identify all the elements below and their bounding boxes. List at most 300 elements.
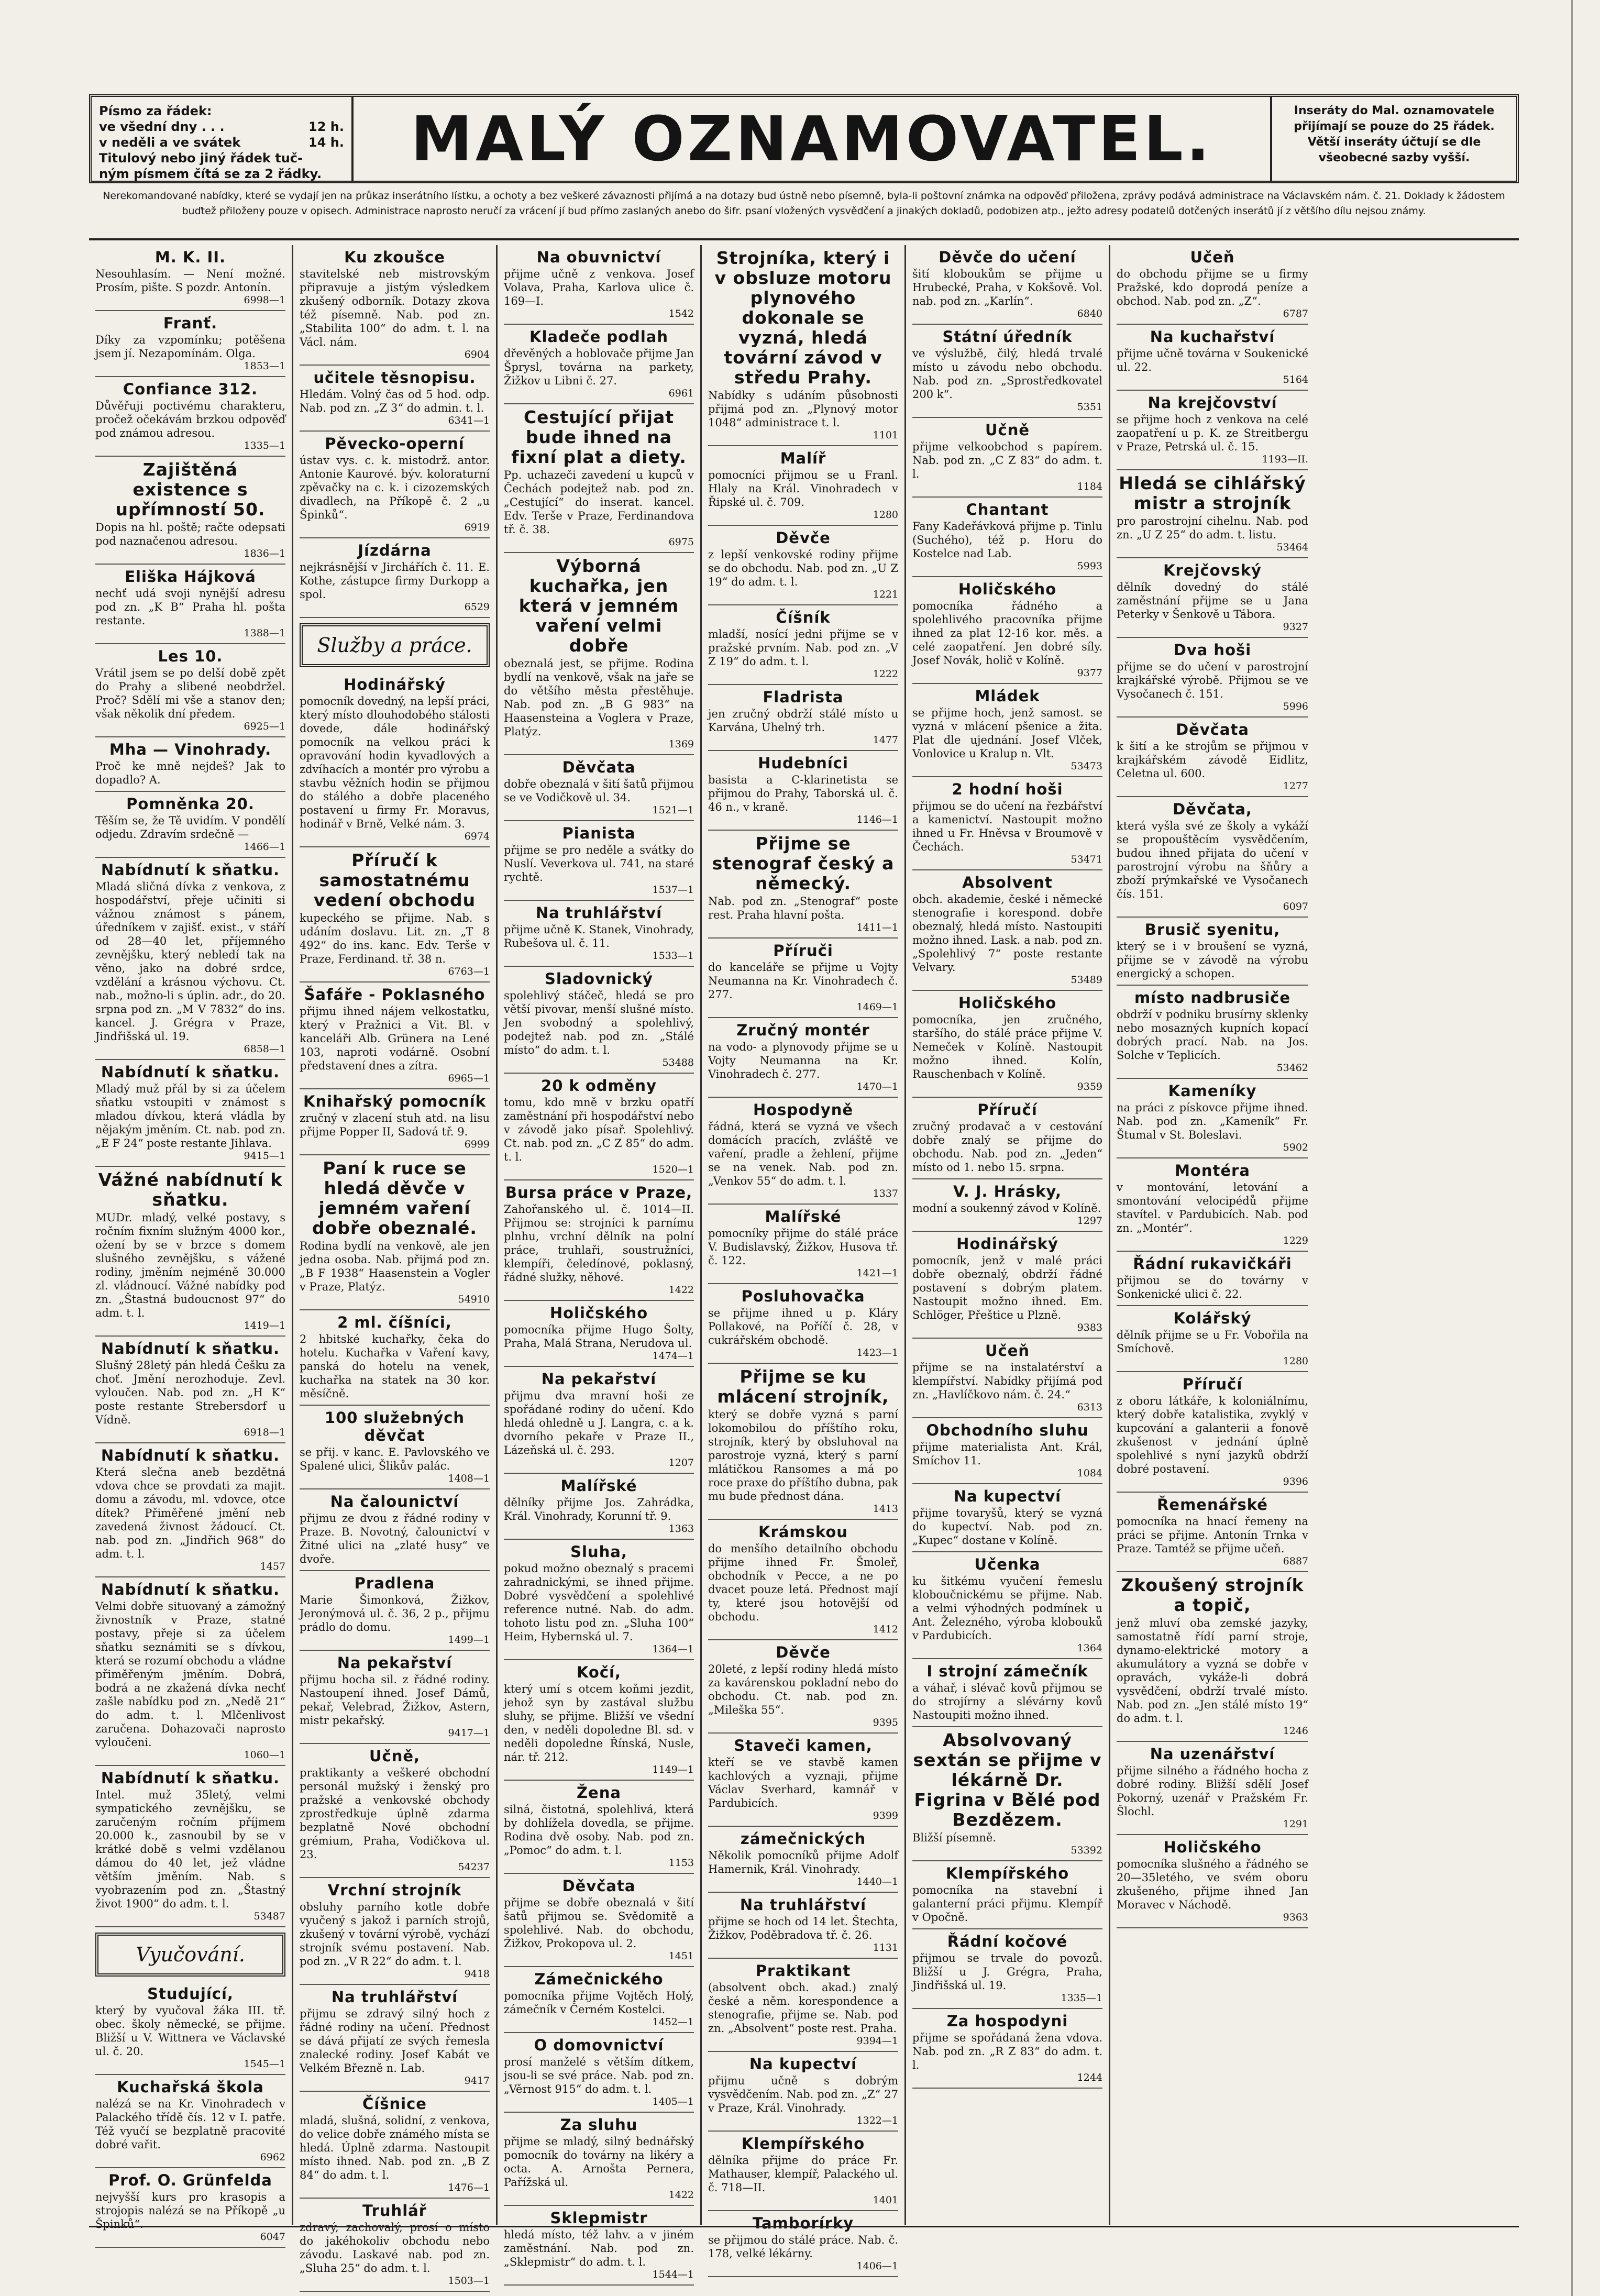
ad-title: Studující, (147, 1985, 234, 2003)
ad-code: 1422 (668, 2189, 694, 2201)
classified-ad (912, 1098, 1102, 1179)
classified-ad (708, 1284, 898, 1364)
ad-text: který se dobře vyzná s parní lokomobilou do příštího roku, strojník, který by obsluhoval na parostroje vyzná, který s parní mlátičkou Ransomes a má po roce praxe do příštího dubna, pak mu bude přednost dána. (708, 1408, 898, 1503)
classified-ad (95, 1167, 285, 1337)
ad-text: zručný v zlacení stuh atd. na lisu přijme Popper II, Sadová tř. 9. (300, 1112, 490, 1138)
ad-text: pomocníka přijme Hugo Šolty, Praha, Malá Strana, Nerudova ul. (504, 1323, 694, 1350)
ad-title: Příručí k samostatnému vedení obchodu (313, 850, 476, 910)
ad-title: Holičského (549, 1304, 648, 1322)
ad-text: nejvyšší kurs pro krasopis a strojopis nalézá se na Příkopě „u Špinků“. (95, 2191, 285, 2231)
classified-ad (504, 967, 694, 1074)
classified-ad (912, 777, 1102, 870)
ad-code: 1476—1 (448, 2182, 490, 2193)
ad-text: přijme učně K. Stanek, Vinohrady, Rubešova ul. č. 11. (504, 923, 694, 950)
ad-title: Les 10. (158, 647, 223, 665)
ad-text: přijme se mladý, silný bednářský pomocník do továrny na likéry a octa. A. Arnošta Pernera, Pařížská ul. (504, 2135, 694, 2189)
ad-text: mladá, slušná, solidní, z venkova, do velice dobře známého místa se hledá. Úplně zdarma. Nastoupit místo ihned. Nab. pod zn. „B Z 84“ do adm. t. l. (300, 2114, 490, 2181)
ad-text: dřevěných a hoblovače přijme Jan Šprysl, továrna na parkety, Žižkov u Libni č. 27. (504, 347, 694, 387)
ad-code: 1229 (1283, 1235, 1308, 1246)
ad-title: Kuchařská škola (117, 2078, 264, 2096)
ad-title: Děvče do učení (939, 248, 1076, 266)
ad-text: Těším se, že Tě uvidím. V pondělí odjedu. Zdravím srdečně — (95, 814, 285, 841)
ad-text: Bližší písemně. (912, 1831, 997, 1844)
ad-title: místo nadbrusiče (1134, 989, 1291, 1007)
ad-title: Zručný montér (736, 1021, 870, 1039)
classified-ad (504, 404, 694, 553)
ad-title: Děvčata (1176, 721, 1249, 738)
ad-title: Příruči (773, 942, 833, 959)
classified-ad (1117, 1252, 1308, 1306)
ad-title: Učeň (985, 1342, 1030, 1360)
ad-code: 1131 (873, 1942, 898, 1953)
classified-ad (300, 1744, 490, 1878)
ad-text: se přijme ihned u p. Kláry Pollakové, na Poříčí č. 28, v cukrářském obchodě. (708, 1307, 898, 1346)
ad-code: 1836—1 (244, 548, 285, 559)
ad-text: přijmu ihned nájem velkostatku, který v Pražnici a Vit. Bl. v kanceláři Alb. Grünera na Lené 103, naproti vodárně. Osobní představení dnes a zítra. (300, 1005, 490, 1072)
classified-ad (504, 2113, 694, 2206)
ad-text: přijme učně továrna v Soukenické ul. 22. (1117, 347, 1308, 373)
ad-title: 20 k odměny (541, 1077, 657, 1095)
ad-title: Na kupectví (953, 1487, 1062, 1505)
classified-ad (95, 2075, 285, 2168)
ad-title: I strojní zámečník (926, 1662, 1088, 1680)
ad-code: 1419—1 (244, 1320, 285, 1331)
newspaper-page (79, 79, 1529, 2287)
ad-title: Zajištěná existence s upřímností 50. (115, 459, 266, 520)
ad-code: 6787 (1283, 308, 1308, 319)
classified-ad (95, 1060, 285, 1167)
classified-ad (95, 1577, 285, 1766)
ad-code: 1060—1 (244, 1749, 285, 1761)
classified-ad (1117, 1372, 1308, 1493)
ad-title: Krejčovský (1163, 561, 1262, 579)
ad-text: pomocníka na hnací řemeny na práci se přijme. Antonín Trnka v Praze. Tamtéž se přijme učeň. (1117, 1515, 1308, 1555)
classified-ad (1117, 718, 1308, 797)
ad-text: zručný prodavač a v cestování dobře znalý se přijme do obchodu. Nab. pod zn. „Jeden“ místo od 1. nebo 15. srpna. (912, 1120, 1102, 1174)
ad-text: přijmou se do učení na řezbářství a kamenictví. Nastoupit možno ihned u Fr. Hněvsa v Broumově v Čechách. (912, 800, 1102, 853)
ad-code: 1477 (873, 734, 898, 746)
ad-text: z oboru látkáře, k koloniálnímu, který dobře katalistika, zvyklý v kupcování a galanterii a fonově zkušenost v jednání úplně spolehlivé s nyní jazyků obdrží dobré postavení. (1117, 1395, 1308, 1475)
ad-title: Číšník (776, 609, 831, 626)
ad-text: řádná, která se vyzná ve všech domácích pracích, zvláště ve vaření, pradle a žehlení, přijme se na venek. Nab. pod zn. „Venkov 55“ do adm. t. l. (708, 1120, 898, 1187)
ad-code: 1363 (668, 1523, 694, 1535)
ad-title: Na pekařství (541, 1370, 657, 1388)
ad-code: 9327 (1283, 621, 1308, 633)
masthead (89, 94, 1519, 183)
classified-ad (300, 366, 490, 432)
ad-text: v montování, letování a smontování velocipédů přijme stavítel. v Pardubicích. Nab. pod zn. „Montér“. (1117, 1181, 1308, 1234)
ad-text: nechť udá svoji nynější adresu pod zn. „K B“ Praha hl. pošta restante. (95, 587, 285, 627)
classified-ad (95, 1443, 285, 1577)
classified-ad (504, 2206, 694, 2286)
ad-text: přijmu hocha sil. z řádné rodiny. Nastoupení ihned. Josef Dámů, pekař, Velebrad, Žižkov, Astern, mistr pekařský. (300, 1673, 490, 1727)
classified-ad (708, 939, 898, 1018)
ad-code: 1146—1 (856, 814, 898, 825)
ad-title: Na uzenářství (1150, 1745, 1275, 1763)
column-2 (293, 245, 498, 2287)
ad-code: 6962 (260, 2151, 285, 2163)
ad-code: 1470—1 (856, 1081, 898, 1092)
ad-text: pokud možno obeznalý s pracemi zahradnickými, se ihned přijme. Dobré vysvědčení a spolehlivé reference nutné. Nab. do adm. tohoto listu pod zn. „Sluha 100“ Heim, Hybernská ul. 7. (504, 1562, 694, 1643)
ad-code: 53471 (1071, 854, 1102, 865)
classified-ad (708, 1893, 898, 1959)
classified-ad (1117, 1079, 1308, 1158)
classified-ad (708, 831, 898, 939)
ad-title: Učeň (1190, 248, 1235, 266)
classified-ad (1117, 986, 1308, 1079)
ad-title: Mha — Vinohrady. (109, 741, 272, 758)
ad-title: Řádní kočové (947, 1933, 1068, 1950)
classified-ad (1117, 470, 1308, 558)
ad-text: přijme tovaryšů, který se vyzná do kupectví. Nab. pod zn. „Kupec“ dostane v Kolíně. (912, 1507, 1102, 1547)
ad-code: 6974 (464, 831, 490, 842)
ad-title: Vrchní strojník (327, 1881, 462, 1899)
classified-ad (1117, 325, 1308, 391)
ad-text: nalézá se na Kr. Vinohradech v Palackého třídě čís. 12 v I. patře. Též vyučí se bezplatně pracovité dobré vařit. (95, 2098, 285, 2151)
classified-ad (95, 1766, 285, 1927)
ad-title: Číšnice (362, 2095, 427, 2113)
ad-code: 1457 (260, 1561, 285, 1572)
ad-code: 1101 (873, 429, 898, 441)
classified-ad (708, 1640, 898, 1734)
ad-title: Kočí, (576, 1663, 622, 1681)
column-4 (702, 245, 906, 2272)
ad-code: 9415—1 (244, 1150, 285, 1162)
ad-text: přijme materialista Ant. Král, Smíchov 11. (912, 1441, 1102, 1467)
classified-ad (504, 1660, 694, 1781)
ad-title: M. K. II. (155, 248, 226, 266)
classified-ad (300, 1089, 490, 1155)
ad-text: pomocník dovedný, na lepší práci, který místo dlouhodobého stálosti dovede, dále hodinářský pomocník na velkou práci k opravování hodin kyvadlových a zdvíhacích a montér pro výrobu a stavbu věžních hodin se přijmou do stálého a dobře placeného postavení u firmy Fr. Moravus, hodinář v Brně, Velké nám. 3. (300, 695, 490, 830)
ad-text: hledá místo, též lahv. a v jiném zaměstnání. Nab. pod zn. „Sklepmistr“ do adm. t. l. (504, 2228, 694, 2268)
ad-code: 53473 (1071, 760, 1102, 772)
ad-text: ústav vys. c. k. mistodrž. antor. Antonie Kaurové. býv. koloraturní zpěvačky na c. k. i cizozemských divadlech, na Příkopě č. 2 „u Špinků“. (300, 454, 490, 521)
ad-title: Na pekařství (337, 1654, 453, 1672)
ad-text: Hledám. Volný čas od 5 hod. odp. Nab. pod zn. „Z 3“ do admin. t. l. (300, 388, 490, 414)
ad-text: jen zručný obdrží stálé místo u Karvána, Uhelný trh. (708, 708, 898, 734)
classified-ad (95, 1982, 285, 2075)
ad-text: spolehlivý stáčeč, hledá se pro větší pivovar, menší slušné místo. Jen svobodný a spolehlivý, podejtež nab. pod zn. „Stálé místo“ do adm. t. l. (504, 989, 694, 1056)
price-line: ným písmem čítá se za 2 řádky. (99, 167, 322, 181)
ad-text: Pp. uchazeči zavedení u kupců v Čechách podejtež nab. pod zn. „Cestující“ do inserat. kancel. Edv. Terše v Praze, Ferdinandova tř. č. 38. (504, 469, 694, 536)
ad-code: 6097 (1283, 901, 1308, 912)
ad-title: Na krejčovství (1147, 394, 1277, 412)
classified-ad (1117, 558, 1308, 638)
classified-ad (300, 1489, 490, 1571)
ad-code: 9394—1 (856, 2035, 898, 2047)
classified-ad (912, 1861, 1102, 1929)
ad-code: 1520—1 (652, 1164, 694, 1175)
ad-text: dělník dovedný do stálé zaměstnání přijme se u Jana Peterky v Šenkově u Tábora. (1117, 581, 1308, 621)
ad-text: dělník přijme se u Fr. Vobořila na Smíchově. (1117, 1329, 1308, 1355)
ad-code: 1207 (668, 1457, 694, 1469)
ad-title: Kameníky (1168, 1082, 1257, 1100)
ad-code: 1221 (873, 589, 898, 600)
ad-code: 9377 (1077, 667, 1102, 679)
ad-text: Několik pomocníků přijme Adolf Hamernik, Král. Vinohrady. (708, 1849, 898, 1875)
ad-title: Montéra (1175, 1162, 1250, 1179)
ad-title: Za hospodyni (946, 2012, 1068, 2030)
ad-title: Malířské (560, 1477, 637, 1495)
ad-title: Příručí (977, 1101, 1038, 1119)
ad-title: Fladrista (763, 688, 844, 706)
ad-text: Nabídky s udáním působnosti přijmá pod zn. „Plynový motor 1048“ administrace t. l. (708, 389, 898, 429)
ad-code: 6313 (1077, 1401, 1102, 1413)
page-edge-line (1571, 0, 1573, 2296)
ad-title: Děvčata, (1173, 800, 1252, 818)
classified-ad (708, 2211, 898, 2277)
ad-title: O domovnictví (534, 2036, 664, 2054)
column-6 (1110, 245, 1315, 2225)
ad-title: Přijme se ku mlácení strojník, (717, 1366, 889, 1407)
ad-title: Malíř (780, 449, 826, 467)
ad-text: nejkrásnější v Jirchářích č. 11. E. Kothe, zástupce firmy Durkopp a spol. (300, 561, 490, 601)
classified-ad (912, 1339, 1102, 1418)
classified-ad (504, 2033, 694, 2113)
ad-text: který by vyučoval žáka III. tř. obec. školy německé, se přijme. Bližší u V. Wittnera ve Václavské ul. č. 20. (95, 2004, 285, 2058)
ad-text: přijme se na instalatérství a klempířství. Nabídky přijímá pod zn. „Havlíčkovo nám. č. 24.“ (912, 1361, 1102, 1401)
ad-text: obch. akademie, české i německé stenografie i korespond. dobře obeznalý, hledá místo. Nastoupiti možno ihned. Lask. a nab. pod zn. „Spolehlivý 7“ poste restante Velvary. (912, 893, 1102, 974)
ad-code: 1422 (668, 1284, 694, 1296)
price-line: ve všední dny . . . 12 h. (99, 119, 344, 134)
ad-text: Dopis na hl. poště; račte odepsati pod naznačenou adresou. (95, 521, 285, 547)
classified-ad (912, 325, 1102, 418)
ad-text: přijme se hoch od 14 let. Štechta, Žižkov, Poděbradova tř. č. 26. (708, 1915, 898, 1941)
classified-ad (95, 245, 285, 311)
ad-code: 53487 (253, 1911, 285, 1922)
ad-code: 53392 (1071, 1845, 1102, 1856)
classified-ad (95, 1337, 285, 1443)
ad-text: obeznalá jest, se přijme. Rodina bydlí na venkově, však na jaře se do většího města přestěhuje. Nab. pod zn. „B G 983“ na Haasensteina a Voglera v Praze, Platýz. (504, 657, 694, 738)
ad-text: Velmi dobře situovaný a zámožný živnostník v Praze, statné postavy, přeje si za účelem sňatku seznámiti se s dívkou, která se rozumí obchodu a vládne přiměřeným jměním. Dobrá, bodrá a ne zkažená dívka nechť zašle nabídku pod zn. „Nedě 21“ do adm. t. l. Mlčenlivost zaručena. Dohazovači naprosto vyloučeni. (95, 1600, 285, 1749)
classified-ad (1117, 1742, 1308, 1835)
classified-ad (504, 325, 694, 404)
ad-text: přijme se spořádaná žena vdova. Nab. pod zn. „R Z 83“ do adm. t. l. (912, 2032, 1102, 2071)
ad-text: se přijme hoch z venkova na celé zaopatření u p. K. ze Streitbergu v Praze, Petrská ul. č. 15. (1117, 413, 1308, 453)
classified-ad (912, 1484, 1102, 1552)
ad-text: (absolvent obch. akad.) znalý české a něm. korespondence a stenografie, přijme se. Nab. pod zn. „Absolvent“ poste rest. Praha. (708, 1981, 898, 2035)
ad-code: 6998—1 (244, 294, 285, 306)
ad-text: Vrátil jsem se po delší době zpět do Prahy a slibené neobdržel. Proč? Sdělí mi vše a stanov den; však několik dní předem. (95, 667, 285, 720)
classified-ad (504, 1301, 694, 1367)
ad-code: 54237 (458, 1861, 490, 1873)
classified-ad (912, 1232, 1102, 1339)
classified-ad (708, 605, 898, 685)
ad-title: Prof. O. Grünfelda (108, 2171, 272, 2189)
classified-ad (912, 498, 1102, 577)
classified-ad (708, 526, 898, 605)
price-line: v neděli a ve svátek 14 h. (99, 135, 344, 150)
ad-text: ku šitkému vyučení řemeslu kloboučnickému se přijme. Nab. a velmi výhodných podmínek u Ant. Železného, výroba klobouků v Pardubicích. (912, 1575, 1102, 1642)
ad-title: Cestující přijat bude ihned na fixní plat a diety. (511, 407, 687, 467)
ad-title: Klempířského (741, 2135, 865, 2152)
classified-ad (708, 751, 898, 831)
ad-title: Tamborírky (752, 2214, 854, 2232)
column-5 (906, 245, 1110, 2225)
ad-code: 1335—1 (1061, 1992, 1102, 2004)
ad-title: Holičského (958, 994, 1057, 1012)
ad-title: Příručí (1182, 1375, 1243, 1393)
ad-text: přijme silného a řádného hocha z dobré rodiny. Bližší sdělí Josef Pokorný, uzenář v Pražském Fr. Šlochl. (1117, 1764, 1308, 1818)
ad-text: basista a C-klarinetista se přijmou do Prahy, Taborská ul. č. 46 n., v kraně. (708, 774, 898, 813)
ad-title: Kladeče podlah (529, 328, 668, 346)
classified-ad (300, 2199, 490, 2292)
ad-text: dělníky přijme Jos. Zahrádka, Král. Vinohrady, Korunní tř. 9. (504, 1496, 694, 1522)
ad-code: 1193—II. (1262, 454, 1308, 465)
ad-code: 9417 (464, 2075, 490, 2087)
ad-text: dobře obeznalá v šití šatů přijmou se ve Vodičkově ul. 34. (504, 778, 694, 804)
classified-ad (95, 792, 285, 858)
classified-ad (708, 1959, 898, 2052)
ad-text: zdravý, zachovalý, prosí o místo do jakéhokoliv obchodu nebo závodu. Laskavé nab. pod zn. „Sluha 25“ do adm. t. l. (300, 2221, 490, 2275)
ad-code: 1537—1 (652, 884, 694, 896)
classified-ad (708, 1734, 898, 1827)
classified-ad (708, 1205, 898, 1284)
ad-code: 1542 (668, 308, 694, 319)
ad-code: 6858—1 (244, 1043, 285, 1055)
ad-code: 6887 (1283, 1555, 1308, 1567)
ad-text: na vodo- a plynovody přijme se u Vojty Neumanna na Kr. Vinohradech č. 277. (708, 1041, 898, 1080)
classified-ad (912, 684, 1102, 777)
ad-title: Sladovnický (545, 970, 653, 988)
ad-text: který umí s otcem koňmi jezdit, jehož syn by zastával službu sluhy, se přijme. Bližší ve všední den, v neděli dopoledne Bl. sd. v neděli dopoledne Řínská, Nusle, nár. tř. 212. (504, 1683, 694, 1763)
ad-title: Eliška Hájková (125, 568, 256, 586)
ad-code: 6904 (464, 349, 490, 360)
ad-title: Bursa práce v Praze, (505, 1184, 693, 1201)
classified-ad (300, 983, 490, 1089)
ad-code: 9383 (1077, 1322, 1102, 1333)
ad-title: Truhlář (362, 2202, 427, 2220)
ad-text: Mladá sličná dívka z venkova, z hospodářství, přeje učiniti si vážnou známost s pánem, úředníkem v zajišť. exist., v stáří od 28—40 let, příjemného zevnějšku, který nebledí tak na věno, jako na dobré srdce, vzdělání a krásnou výchovu. Ct. nab., možno-li s úplin. adr., do 20. srpna pod zn. „M V 7832“ do ins. kancel. J. Grégra v Praze, Jindřišská ul. 19. (95, 880, 285, 1043)
ad-code: 1469—1 (856, 1001, 898, 1013)
ad-text: přijme se pro neděle a svátky do Nuslí. Veverkova ul. 741, na staré rychtě. (504, 844, 694, 884)
ad-code: 1405—1 (652, 2096, 694, 2107)
ad-code: 6965—1 (448, 1073, 490, 1084)
ad-code: 6919 (464, 522, 490, 533)
ad-title: 2 hodní hoši (952, 780, 1063, 798)
ad-title: Na kupectví (749, 2055, 857, 2073)
ad-code: 53488 (662, 1057, 694, 1068)
ad-title: zámečnických (740, 1830, 866, 1848)
ad-code: 5902 (1283, 1142, 1308, 1153)
ad-title: Brusič syenitu, (1144, 921, 1281, 939)
classified-ad (300, 538, 490, 618)
classified-ad (708, 2052, 898, 2132)
ad-title: Knihařský pomocník (303, 1092, 486, 1110)
ad-title: Státní úředník (942, 328, 1073, 346)
classified-ad (300, 847, 490, 983)
classified-ad (708, 1364, 898, 1520)
ad-title: Sluha, (570, 1543, 627, 1561)
ad-title: Na kuchařství (1150, 328, 1275, 346)
ad-code: 9399 (873, 1810, 898, 1822)
classified-ad (504, 1074, 694, 1180)
ad-text: ve výslužbě, čilý, hledá trvalé místo u závodu nebo obchodu. Nab. pod zn. „Sprostředkovatel 200 k“. (912, 347, 1102, 401)
ad-title: Posluhovačka (741, 1287, 865, 1305)
ad-text: přijme se dobře obeznalá v šití šatů přijmou se. Svědomitě a spolehlivé. Nab. do obchodu, Žižkov, Prokopova ul. 2. (504, 1896, 694, 1950)
classified-ad (504, 1874, 694, 1967)
ad-code: 6999 (464, 1139, 490, 1150)
ad-title: Dva hoši (1173, 641, 1252, 659)
ad-title: Jízdárna (358, 542, 432, 559)
ad-text: pomocníci přijmou se u Franl. Hlaly na Král. Vinohradech v Řipské ul. č. 709. (708, 469, 898, 509)
column-3 (498, 245, 702, 2280)
ad-text: do menšího detailního obchodu přijme ihned Fr. Šmoleř, obchodník v Pecce, a ne po dvacet pouze letá. Přednost mají ty, které jsou hotovější od obchodu. (708, 1542, 898, 1623)
ad-title: Praktikant (755, 1962, 851, 1980)
ad-code: 9395 (873, 1717, 898, 1728)
ad-text: 2 hbitské kuchařky, čeka do hotelu. Kuchařka v Vaření kavy, panská do hotelu na venek, kuchařka na statek na 30 kor. měsíčně. (300, 1333, 490, 1400)
ad-code: 9359 (1077, 1081, 1102, 1092)
ad-code: 1440—1 (856, 1876, 898, 1887)
ad-text: Slušný 28letý pán hledá Češku za choť. Jmění nerozhoduje. Zevl. vyloučen. Nab. pod zn. „H K“ poste restante Strebersdorf u Vídně. (95, 1359, 285, 1426)
ad-code: 1364 (1077, 1642, 1102, 1654)
ad-text: přijmou se trvale do povozů. Bližší u J. Grégra, Praha, Jindřišská ul. 19. (912, 1952, 1102, 1992)
ad-code: 1222 (873, 668, 898, 680)
ad-title: Učně, (369, 1747, 421, 1765)
classified-ad (1117, 1158, 1308, 1252)
ad-code: 1408—1 (448, 1473, 490, 1484)
price-line: Titulový nebo jiný řádek tuč- (99, 151, 303, 165)
ad-code: 1452—1 (652, 2016, 694, 2028)
footer-rule (89, 2226, 1519, 2236)
ad-title: Nabídnutí k sňatku. (101, 1447, 280, 1464)
ad-title: Absolvent (962, 874, 1053, 891)
classified-ad (1117, 1572, 1308, 1742)
ad-text: do kanceláře se přijme u Vojty Neumanna na Kr. Vinohradech č. 277. (708, 961, 898, 1001)
ad-title: Zkoušený strojník a topič, (1121, 1575, 1304, 1615)
ad-text: prosí manželé s větším dítkem, jsou-li se své práce. Nab. pod zn. „Věrnost 915“ do adm. t. l. (504, 2056, 694, 2095)
ad-code: 6961 (668, 388, 694, 399)
ad-title: Přijme se stenograf český a německý. (712, 833, 895, 893)
ad-title: Hodinářský (956, 1235, 1058, 1253)
classified-ad (300, 1878, 490, 1985)
ad-text: pomocníka řádného a spolehlivého pracovníka přijme ihned za plat 12-16 kor. měs. a celé zaopatření. Jen dobré síly. Josef Novák, holič v Kolíně. (912, 600, 1102, 667)
ad-code: 1337 (873, 1188, 898, 1199)
ad-code: 9396 (1283, 1476, 1308, 1487)
classified-ad (300, 1155, 490, 1310)
ad-code: 6341—1 (448, 415, 490, 426)
classified-ad (300, 1571, 490, 1651)
ad-text: Nab. pod zn. „Stenograf“ poste rest. Praha hlavní pošta. (708, 895, 898, 921)
ad-title: Nabídnutí k sňatku. (101, 861, 280, 879)
price-box (92, 97, 354, 181)
ad-title: Ku zkoušce (344, 248, 445, 266)
classified-ad (708, 1018, 898, 1098)
section-heading: Služby a práce. (300, 623, 490, 667)
ad-code: 1401 (873, 2194, 898, 2206)
ad-title: Na čalounictví (330, 1493, 459, 1510)
classified-ad (912, 870, 1102, 991)
ad-code: 1499—1 (448, 1634, 490, 1646)
page-title: MALÝ OZNAMOVATEL. (411, 103, 1213, 175)
administration-notice: Nerekomandované nabídky, které se vydají jen na průkaz inserátního lístku, a ochoty a bez veškeré závaznosti přijímá a na dotazy bud ústně nebo písemně, byla-li poštovní známka na odpověď přiložena, zprávy podává administrace na Václavském nám. č. 21. Doklady k žádostem buďtež přiloženy pouze v opisech. Administrace naprosto neručí za vrácení jí bud přímo zaslaných anebo do šifr. psaní vložených vysvědčení a jinakých dokladů, podobizen atp., ježto adresy podatelů dotčených inserátů jí z většího dílu nejsou známy. (103, 190, 1505, 217)
classified-ad (912, 1418, 1102, 1484)
ad-code: 1411—1 (856, 922, 898, 933)
classified-ad (912, 1179, 1102, 1232)
ad-text: Intel. muž 35letý, velmi sympatického zevnějšku, se zaručeným ročním příjmem 20.000 k., zasnoubil by se v krátké době s velmi vzdělanou dámou do 40 let, jež vládne větším jměním. Nab. s vyobrazením pod zn. „Štastný život 1900“ do adm. t. l. (95, 1789, 285, 1910)
ad-title: Pradlena (354, 1574, 435, 1592)
ad-title: Pěvecko-operní (325, 435, 465, 452)
ad-title: Malířské (765, 1208, 842, 1226)
classified-ad (912, 991, 1102, 1098)
ad-code: 1244 (1077, 2072, 1102, 2083)
ad-code: 6975 (668, 536, 694, 548)
classified-ad (708, 1520, 898, 1640)
ad-text: praktikanty a veškeré obchodní personál mužský i ženský pro pražské a venkovské obchody zprostředkuje úplně zdarma bezplatně Nové obchodní grémium, Praha, Vodičkova ul. 23. (300, 1767, 490, 1861)
ad-code: 53462 (1276, 1062, 1308, 1074)
classified-ad (300, 1651, 490, 1744)
ad-title: Za sluhu (560, 2116, 638, 2134)
